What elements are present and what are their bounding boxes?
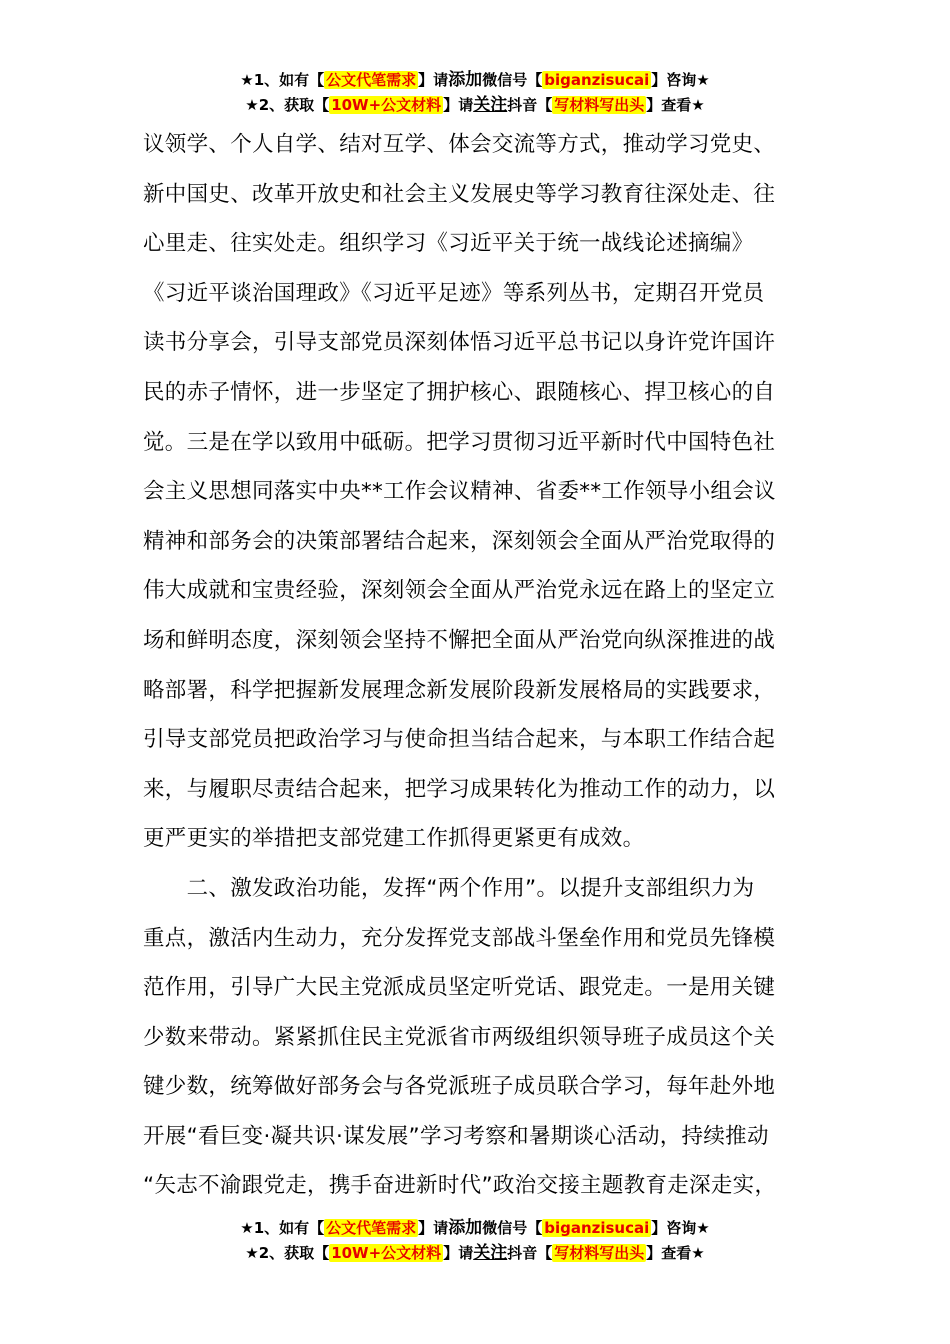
promo-text: 】请	[418, 1219, 449, 1237]
text-line: 开展“看巨变·凝共识·谋发展”学习考察和暑期谈心活动，持续推动	[143, 1123, 769, 1149]
promo-text: ★2、获取【	[245, 1244, 330, 1262]
text-line: 引导支部党员把政治学习与使命担当结合起来，与本职工作结合起	[143, 727, 776, 753]
text-line: 伟大成就和宝贵经验，深刻领会全面从严治党永远在路上的坚定立	[143, 578, 776, 604]
promo-text: 】查看★	[646, 1244, 705, 1262]
promo-text: 】查看★	[646, 96, 705, 114]
promo-highlight: 公文代笔需求	[326, 1219, 417, 1237]
promo-text: 】请	[443, 96, 474, 114]
promo-text: ★1、如有【	[240, 71, 325, 89]
promo-banner-bottom	[0, 1216, 950, 1266]
promo-text: 】请	[418, 71, 449, 89]
promo-emphasis: 关注	[473, 1243, 508, 1263]
promo-text: 微信号【	[482, 1219, 543, 1237]
promo-text: 抖音【	[507, 1244, 553, 1262]
text-line: 精神和部务会的决策部署结合起来，深刻领会全面从严治党取得的	[143, 528, 776, 554]
promo-text: 】咨询★	[651, 71, 710, 89]
text-line: 读书分享会，引导支部党员深刻体悟习近平总书记以身许党许国许	[143, 330, 776, 356]
text-line: 重点，激活内生动力，充分发挥党支部战斗堡垒作用和党员先锋模	[143, 925, 776, 951]
promo-highlight: biganzisucai	[544, 71, 650, 89]
promo-line-1	[0, 68, 950, 93]
text-line: 觉。三是在学以致用中砥砺。把学习贯彻习近平新时代中国特色社	[143, 429, 776, 455]
text-line: 更严更实的举措把支部党建工作抓得更紧更有成效。	[143, 826, 645, 852]
promo-banner-top	[0, 68, 950, 118]
promo-highlight: 写材料写出头	[554, 1244, 645, 1262]
promo-highlight: 10W+公文材料	[331, 96, 442, 114]
promo-emphasis: 添加	[448, 70, 483, 90]
promo-text: ★1、如有【	[240, 1219, 325, 1237]
text-line: “矢志不渝跟党走，携手奋进新时代”政治交接主题教育走深走实，	[143, 1173, 777, 1199]
promo-text: 】咨询★	[651, 1219, 710, 1237]
text-line: 新中国史、改革开放史和社会主义发展史等学习教育往深处走、往	[143, 181, 776, 207]
promo-emphasis: 关注	[473, 95, 508, 115]
promo-highlight: 公文代笔需求	[326, 71, 417, 89]
text-line: 场和鲜明态度，深刻领会坚持不懈把全面从严治党向纵深推进的战	[143, 627, 776, 653]
promo-emphasis: 添加	[448, 1218, 483, 1238]
promo-text: 微信号【	[482, 71, 543, 89]
text-line: 心里走、往实处走。组织学习《习近平关于统一战线论述摘编》	[143, 231, 754, 257]
text-line: 会主义思想同落实中央**工作会议精神、省委**工作领导小组会议	[143, 479, 776, 505]
promo-line-2	[0, 93, 950, 118]
text-line: 略部署，科学把握新发展理念新发展阶段新发展格局的实践要求，	[143, 677, 776, 703]
promo-highlight: 10W+公文材料	[331, 1244, 442, 1262]
promo-text: 抖音【	[507, 96, 553, 114]
text-line: 范作用，引导广大民主党派成员坚定听党话、跟党走。一是用关键	[143, 975, 776, 1001]
promo-highlight: biganzisucai	[544, 1219, 650, 1237]
document-body	[143, 120, 808, 1211]
text-line: 二、激发政治功能，发挥“两个作用”。以提升支部组织力为	[143, 875, 755, 901]
text-line: 少数来带动。紧紧抓住民主党派省市两级组织领导班子成员这个关	[143, 1024, 776, 1050]
text-line: 议领学、个人自学、结对互学、体会交流等方式，推动学习党史、	[143, 132, 776, 157]
promo-line-2	[0, 1241, 950, 1266]
promo-line-1	[0, 1216, 950, 1241]
text-line: 键少数，统筹做好部务会与各党派班子成员联合学习，每年赴外地	[143, 1074, 776, 1100]
text-line: 来，与履职尽责结合起来，把学习成果转化为推动工作的动力，以	[143, 776, 776, 802]
promo-highlight: 写材料写出头	[554, 96, 645, 114]
promo-text: 】请	[443, 1244, 474, 1262]
text-line: 民的赤子情怀，进一步坚定了拥护核心、跟随核心、捍卫核心的自	[143, 379, 776, 405]
text-line: 《习近平谈治国理政》《习近平足迹》等系列丛书，定期召开党员	[143, 280, 765, 306]
promo-text: ★2、获取【	[245, 96, 330, 114]
